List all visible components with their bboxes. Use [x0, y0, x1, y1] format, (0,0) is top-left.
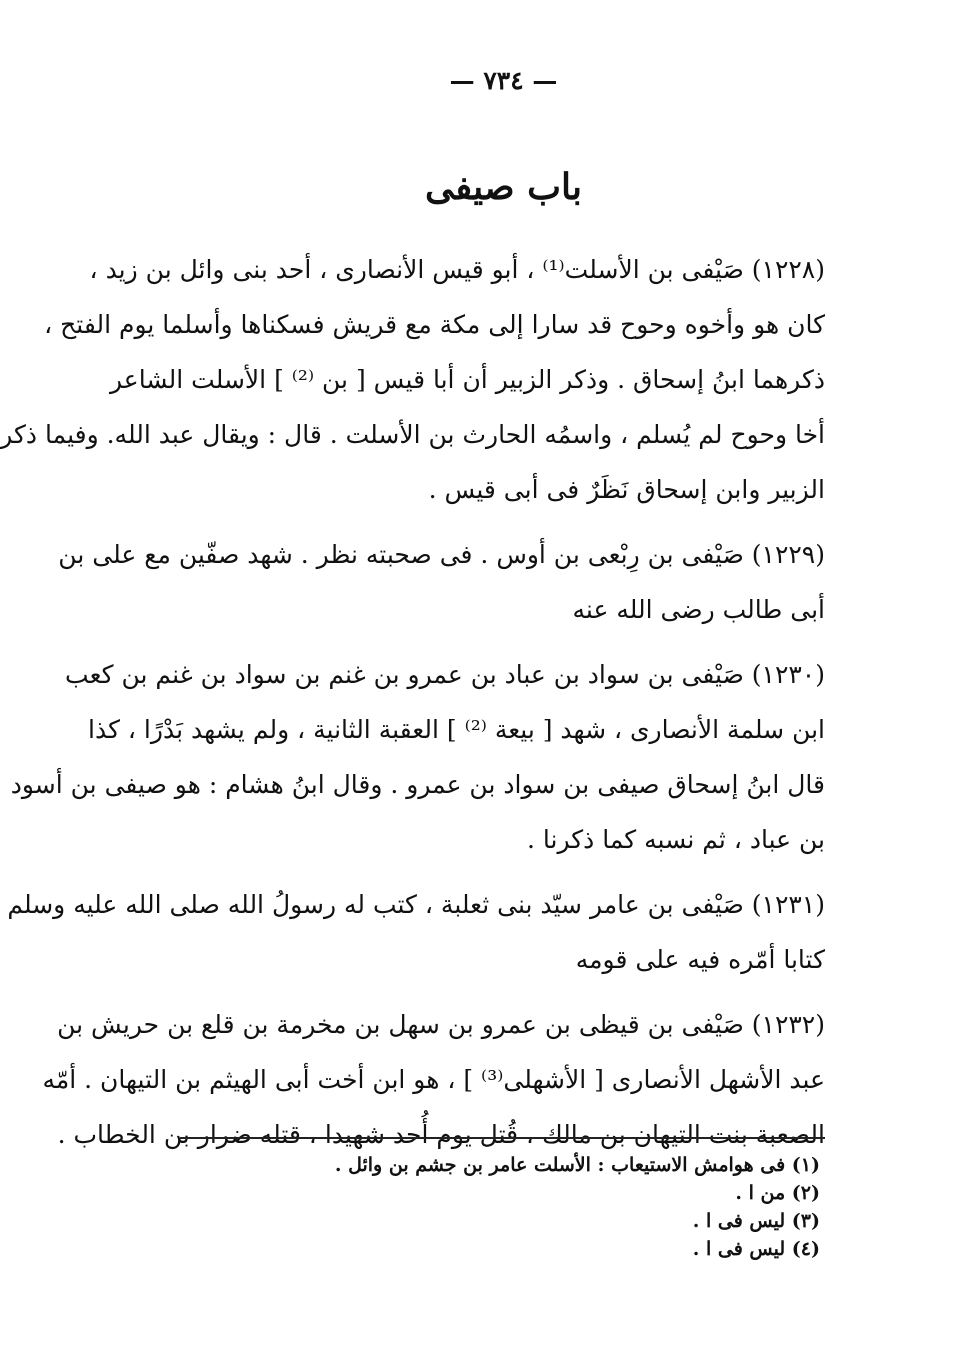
entry-line: أخا وحوح لم يُسلم ، واسمُه الحارث بن الأسلت . قال : ويقال عبد الله. وفيما ذكر	[0, 420, 825, 449]
entries-section	[0, 242, 825, 1172]
entry-1229	[58, 527, 825, 637]
entry-line: عبد الأشهل الأنصارى [ الأشهلى⁽³⁾ ] ، هو ابن أخت أبى الهيثم بن التيهان . أمّه	[42, 1065, 825, 1094]
footnotes-section	[180, 1151, 820, 1263]
entry-line: ذكرهما ابنُ إسحاق . وذكر الزبير أن أبا قيس [ بن ⁽²⁾ ] الأسلت الشاعر	[110, 365, 825, 394]
entry-line: الزبير وابن إسحاق نَظَرٌ فى أبى قيس .	[428, 475, 825, 504]
entry-line: (١٢٣٠) صَيْفى بن سواد بن عباد بن عمرو بن غنم بن سواد بن غنم بن كعب	[65, 660, 825, 689]
entry-line: كتابا أمّره فيه على قومه	[575, 945, 825, 974]
footnote-3: (٣) ليس فى ا .	[692, 1210, 820, 1232]
footnote-1: (١) فى هوامش الاستيعاب : الأسلت عامر بن جشم بن وائل .	[334, 1154, 820, 1176]
footnote-2: (٢) من ا .	[735, 1182, 820, 1204]
entry-line: كان هو وأخوه وحوح قد سارا إلى مكة مع قريش فسكناها وأسلما يوم الفتح ،	[44, 310, 825, 339]
footnote-divider	[180, 1137, 825, 1139]
footnote-4: (٤) ليس فى ا .	[692, 1238, 820, 1260]
entry-1228	[0, 242, 825, 517]
entry-line: بن عباد ، ثم نسبه كما ذكرنا .	[526, 825, 825, 854]
entry-line: قال ابنُ إسحاق صيفى بن سواد بن عمرو . وقال ابنُ هشام : هو صيفى بن أسود	[10, 770, 825, 799]
entry-line: (١٢٣٢) صَيْفى بن قيظى بن عمرو بن سهل بن مخرمة بن قلع بن حريش بن	[57, 1010, 825, 1039]
entry-line: (١٢٢٩) صَيْفى بن رِبْعى بن أوس . فى صحبته نظر . شهد صفّين مع على بن	[58, 540, 825, 569]
entry-line: أبى طالب رضى الله عنه	[572, 595, 825, 624]
entry-line: (١٢٢٨) صَيْفى بن الأسلت⁽¹⁾ ، أبو قيس الأنصارى ، أحد بنى وائل بن زيد ،	[89, 255, 825, 284]
entry-1231	[7, 877, 825, 987]
entry-line: (١٢٣١) صَيْفى بن عامر سيّد بنى ثعلبة ، كتب له رسولُ الله صلى الله عليه وسلم	[7, 890, 825, 919]
entry-1230	[10, 647, 825, 867]
page-number: — ٧٣٤ —	[449, 66, 558, 95]
chapter-title: باب صيفى	[424, 166, 583, 208]
entry-line: الصعبة بنت التيهان بن مالك ، قُتل يوم أُحد شهيدا ، قتله ضرار بن الخطاب .	[57, 1120, 825, 1149]
entry-line: ابن سلمة الأنصارى ، شهد [ بيعة ⁽²⁾ ] العقبة الثانية ، ولم يشهد بَدْرًا ، كذا	[88, 715, 825, 744]
